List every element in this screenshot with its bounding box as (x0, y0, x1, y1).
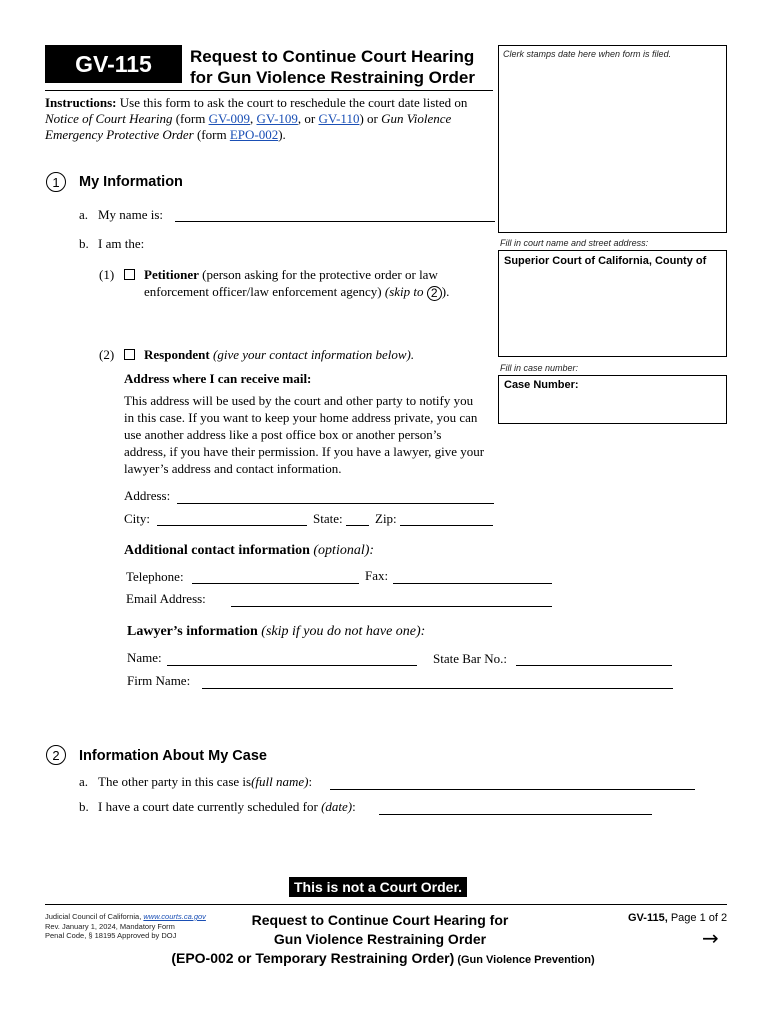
zip-field[interactable] (400, 525, 493, 526)
city-label: City: (124, 511, 151, 526)
court-date-field[interactable] (379, 814, 652, 815)
case-label: Fill in case number: (500, 363, 579, 373)
role-label: I am the: (98, 236, 145, 251)
petitioner-text-line2: enforcement officer/law enforcement agency) (skip to 2 ). (144, 284, 450, 301)
skip-to-section-number: 2 (427, 286, 442, 301)
lawyer-name-field[interactable] (167, 665, 417, 666)
clerk-stamp-label: Clerk stamps date here when form is filed. (503, 49, 672, 59)
form-id-badge (45, 45, 182, 83)
s1a-label: a. (79, 207, 89, 222)
respondent-checkbox[interactable] (124, 349, 135, 360)
case-number-box[interactable] (498, 375, 727, 424)
footer-title-line2: Gun Violence Restraining Order (273, 931, 487, 947)
court-name-box[interactable] (498, 250, 727, 357)
link-gv-110[interactable]: GV-110 (318, 111, 360, 126)
address-field[interactable] (177, 503, 494, 504)
section2-number: 2 (46, 745, 66, 765)
s2b-label: b. (79, 799, 89, 814)
address-description: This address will be used by the court and other party to notify you in this case. If you want to keep your home address private, you can use another address like a post office box or another person’s address, if you have their permission. If you have a lawyer, give your lawyer’s address and contact information. (124, 393, 485, 476)
section2-title: Information About My Case (79, 748, 267, 764)
contact-heading: Additional contact information (optional): (124, 543, 375, 558)
footer-rule (45, 904, 727, 905)
petitioner-checkbox[interactable] (124, 269, 135, 280)
state-label: State: (313, 511, 343, 526)
s2a-label: a. (79, 774, 89, 789)
footer-title-line3: (EPO-002 or Temporary Restraining Order) (Gun Violence Prevention) (171, 950, 595, 966)
firm-name-field[interactable] (202, 688, 673, 689)
footer-title-line1: Request to Continue Court Hearing for (251, 912, 509, 928)
section1-title: My Information (79, 174, 183, 190)
footer-code: Penal Code, § 18195 Approved by DOJ (45, 931, 177, 940)
zip-label: Zip: (375, 511, 397, 526)
section1-number: 1 (46, 172, 66, 192)
email-field[interactable] (231, 606, 552, 607)
city-field[interactable] (157, 525, 307, 526)
state-field[interactable] (346, 525, 369, 526)
address-label: Address: (124, 488, 171, 503)
link-gv-109[interactable]: GV-109 (256, 111, 298, 126)
footer-revision: Rev. January 1, 2024, Mandatory Form (45, 922, 175, 931)
respondent-text: Respondent (give your contact information below). (144, 347, 415, 362)
lawyer-heading: Lawyer’s information (skip if you do not have one): (127, 624, 426, 639)
petitioner-text-line1: Petitioner (person asking for the protective order or law (144, 267, 438, 282)
state-bar-label: State Bar No.: (433, 651, 508, 666)
form-id: GV-115 (75, 50, 152, 77)
case-number-label: Case Number: (504, 379, 579, 391)
email-label: Email Address: (126, 591, 206, 606)
fax-field[interactable] (393, 583, 552, 584)
firm-name-label: Firm Name: (127, 673, 191, 688)
address-heading: Address where I can receive mail: (124, 371, 312, 386)
link-epo-002[interactable]: EPO-002 (229, 127, 279, 142)
fax-label: Fax: (365, 568, 389, 583)
footer-page-number: GV-115, Page 1 of 2 (628, 912, 728, 924)
lawyer-name-label: Name: (127, 650, 162, 665)
next-page-arrow-icon[interactable]: → (702, 926, 719, 950)
state-bar-field[interactable] (516, 665, 672, 666)
footer-website-link[interactable]: www.courts.ca.gov (143, 912, 206, 921)
s1b-label: b. (79, 236, 89, 251)
telephone-label: Telephone: (126, 569, 184, 584)
clerk-stamp-box[interactable] (498, 45, 727, 233)
court-label: Fill in court name and street address: (500, 238, 649, 248)
court-name: Superior Court of California, County of (504, 255, 707, 267)
form-title-line2: for Gun Violence Restraining Order (190, 68, 475, 87)
footer-council: Judicial Council of California, www.courts.ca.gov (45, 912, 206, 921)
court-date-label: I have a court date currently scheduled for (date): (98, 799, 356, 814)
name-label: My name is: (98, 207, 163, 222)
link-gv-009[interactable]: GV-009 (208, 111, 250, 126)
not-court-order-notice: This is not a Court Order. (289, 877, 467, 897)
telephone-field[interactable] (192, 583, 359, 584)
header-rule (45, 90, 493, 91)
instructions: Instructions: Use this form to ask the court to reschedule the court date listed on Notice of Court Hearing (form GV-009, GV-109, or GV-110) or Gun Violence Emergency Protective Order (form EPO-002). (45, 95, 468, 142)
other-party-label: The other party in this case is(full name): (98, 774, 313, 789)
option1-num: (1) (99, 267, 115, 282)
form-title-line1: Request to Continue Court Hearing (190, 47, 475, 66)
name-field[interactable] (175, 221, 495, 222)
other-party-field[interactable] (330, 789, 695, 790)
option2-num: (2) (99, 347, 115, 362)
